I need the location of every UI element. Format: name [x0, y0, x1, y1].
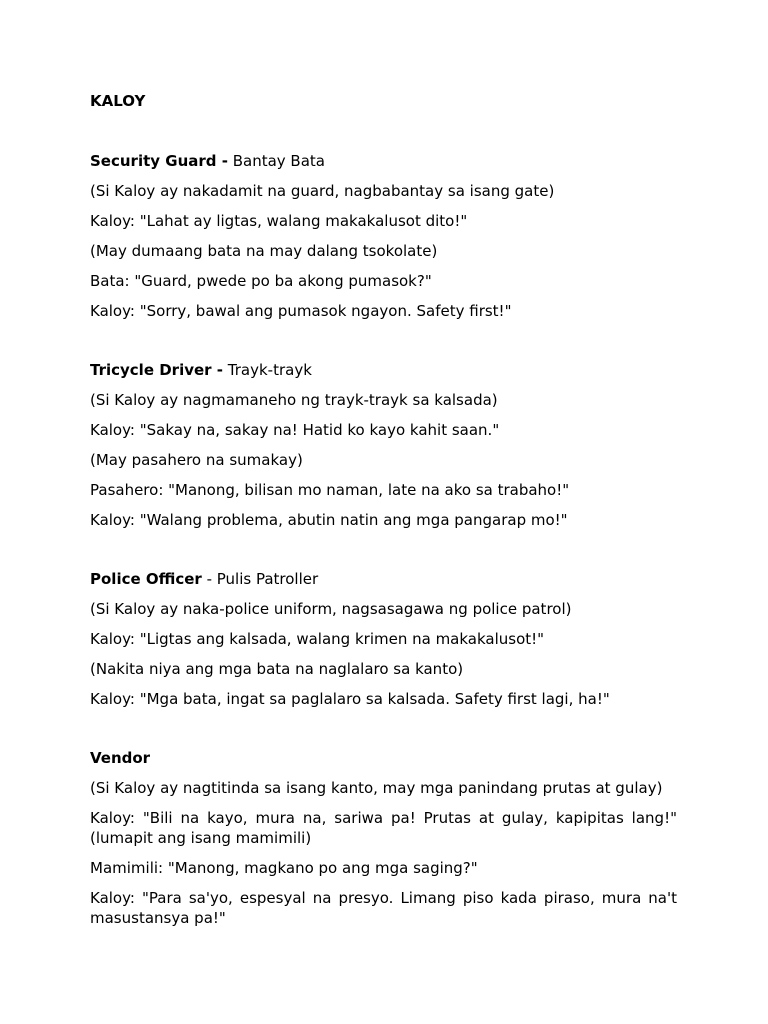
- script-line: (Si Kaloy ay nagtitinda sa isang kanto, may mga panindang prutas at gulay): [90, 779, 663, 797]
- script-line: Kaloy: "Lahat ay ligtas, walang makakalusot dito!": [90, 212, 468, 230]
- heading-role: Police Officer: [90, 570, 202, 588]
- heading-role: Security Guard -: [90, 152, 228, 170]
- script-line: Kaloy: "Mga bata, ingat sa paglalaro sa kalsada. Safety first lagi, ha!": [90, 690, 610, 708]
- heading-role: Vendor: [90, 749, 151, 767]
- section-vendor: [90, 748, 677, 928]
- section-police-officer: [90, 569, 677, 709]
- heading-subtitle: Bantay Bata: [227, 152, 325, 170]
- script-line: (Si Kaloy ay naka-police uniform, nagsasagawa ng police patrol): [90, 600, 572, 618]
- script-line: Kaloy: "Ligtas ang kalsada, walang krimen na makakalusot!": [90, 630, 545, 648]
- heading-subtitle: Trayk-trayk: [223, 361, 312, 379]
- script-line: (May dumaang bata na may dalang tsokolate): [90, 242, 438, 260]
- heading-subtitle: - Pulis Patroller: [201, 570, 319, 588]
- script-line: Pasahero: "Manong, bilisan mo naman, late na ako sa trabaho!": [90, 481, 570, 499]
- document-page: [90, 91, 677, 967]
- script-line: Mamimili: "Manong, magkano po ang mga saging?": [90, 859, 478, 877]
- script-line: (May pasahero na sumakay): [90, 451, 303, 469]
- script-line: Kaloy: "Sorry, bawal ang pumasok ngayon. Safety first!": [90, 302, 512, 320]
- section-heading: [90, 360, 677, 380]
- section-security-guard: [90, 151, 677, 321]
- script-line: (Si Kaloy ay nakadamit na guard, nagbabantay sa isang gate): [90, 182, 555, 200]
- script-line: Bata: "Guard, pwede po ba akong pumasok?": [90, 272, 432, 290]
- script-line: Kaloy: "Bili na kayo, mura na, sariwa pa! Prutas at gulay, kapipitas lang!" (lumapit ang isang mamimili): [90, 809, 677, 847]
- script-line: Kaloy: "Walang problema, abutin natin ang mga pangarap mo!": [90, 511, 568, 529]
- document-title: KALOY: [90, 92, 146, 110]
- script-line: Kaloy: "Para sa'yo, espesyal na presyo. Limang piso kada piraso, mura na't masustansya pa!": [90, 889, 677, 927]
- script-line: Kaloy: "Sakay na, sakay na! Hatid ko kayo kahit saan.": [90, 421, 500, 439]
- section-heading: [90, 151, 677, 171]
- script-line: (Nakita niya ang mga bata na naglalaro sa kanto): [90, 660, 464, 678]
- script-line: (Si Kaloy ay nagmamaneho ng trayk-trayk sa kalsada): [90, 391, 498, 409]
- section-tricycle-driver: [90, 360, 677, 530]
- section-heading: [90, 748, 677, 768]
- heading-role: Tricycle Driver -: [90, 361, 224, 379]
- section-heading: [90, 569, 677, 589]
